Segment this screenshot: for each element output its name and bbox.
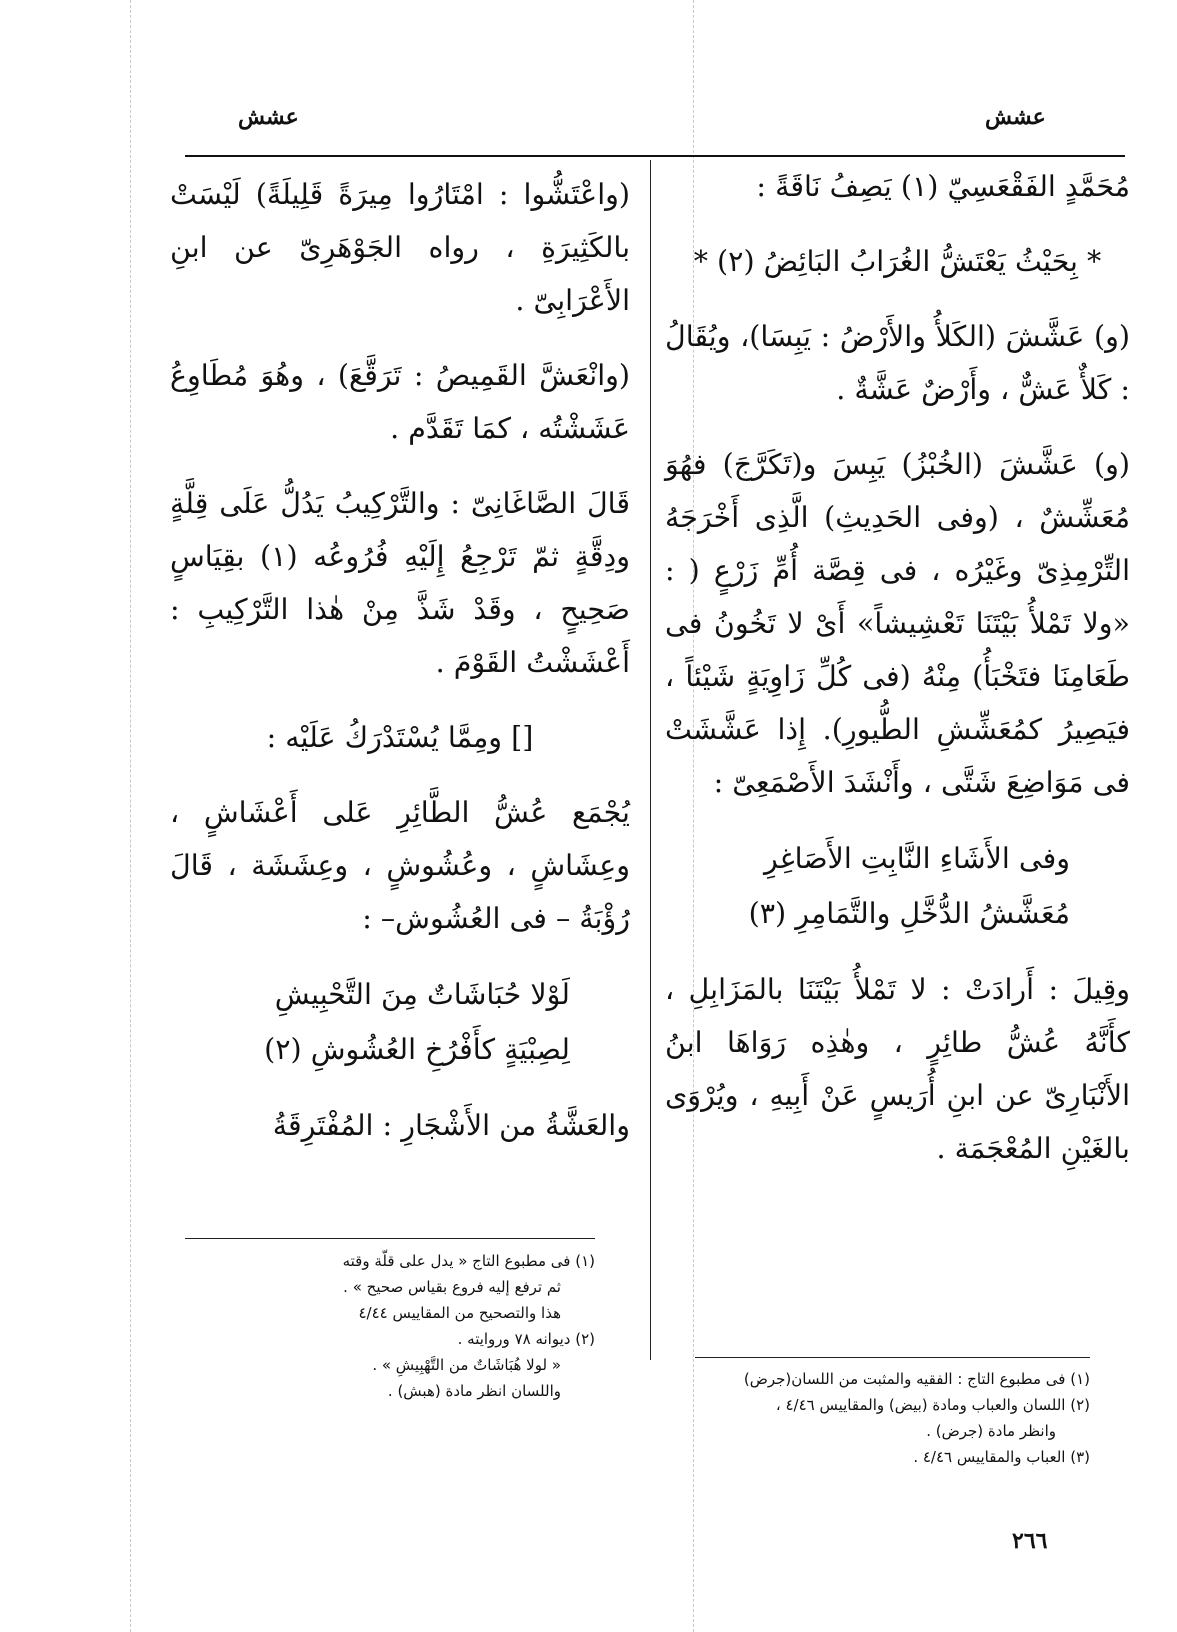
footnote: (٢) اللسان والعباب ومادة (بيض) والمقاييس ٤/٤٦ ، — [775, 1396, 1090, 1414]
footnote: (١) فى مطبوع التاج : الفقيه والمثبت من اللسان(جرض) — [743, 1370, 1090, 1388]
header-rule — [185, 155, 1125, 157]
header-right-word: عشش — [985, 104, 1046, 130]
footnote: (١) فى مطبوع التاج « يدل على قلّة وقته — [342, 1252, 595, 1270]
footnote-rule — [695, 1357, 1090, 1358]
footnote: (٢) ديوانه ٧٨ وروايته . — [457, 1330, 595, 1348]
paragraph: (و) عَشَّشَ (الكَلأُ والأَرْضُ : يَبِسَا)، ويُقَالُ : كَلأٌ عَشٌّ ، وأَرْضٌ عَشَّةٌ . — [665, 320, 1130, 406]
paragraph: قَالَ الصَّاغَانِىّ : والتَّرْكِيبُ يَدُلُّ عَلَى قِلَّةٍ ودِقَّةٍ ثمّ تَرْجِعُ إِلَيْهِ فُرُوعُه (١) بقِيَاسٍ صَحِيحٍ ، وقَدْ شَذَّ مِنْ هٰذا التَّرْكِيبِ : أَعْشَشْتُ القَوْمَ . — [170, 487, 630, 679]
verse-line: مُعَشَّشُ الدُّخَّلِ والتَّمَامِرِ (٣) — [748, 897, 1070, 930]
paragraph: وقِيلَ : أَرادَتْ : لا تَمْلأُ بَيْتَنَا بالمَزَابِلِ ، كأَنَّهُ عُشُّ طائِرٍ ، وهٰذِه رَوَاهَا ابنُ الأَنْبَارِىّ عن ابنِ أُرَيسٍ عَنْ أَبِيهِ ، ويُرْوَى بالغَيْنِ المُعْجَمَة . — [665, 973, 1130, 1165]
paragraph: (وانْعَشَّ القَمِيصُ : تَرَقَّعَ) ، وهُوَ مُطَاوِعُ عَشَشْتُه ، كمَا تَقَدَّم . — [170, 359, 630, 445]
footnote: وانظر مادة (جرض) . — [926, 1422, 1056, 1440]
column-divider — [650, 160, 651, 1360]
verse-line: وفى الأَشَاءِ النَّابِتِ الأَصَاغِرِ — [764, 842, 1070, 875]
verse-line: لَوْلا حُبَاشَاتٌ مِنَ التَّحْبِيشِ — [274, 978, 570, 1011]
paragraph: والعَشَّةُ من الأَشْجَارِ : المُفْتَرِقَةُ — [272, 1109, 630, 1142]
left-footnotes — [180, 1248, 595, 1404]
scan-guide-line — [130, 0, 131, 1632]
page-number: ٢٦٦ — [1012, 1528, 1048, 1554]
right-column — [665, 160, 1130, 1197]
header-left-word: عشش — [238, 104, 299, 130]
verse-line: * بِحَيْثُ يَعْتَشُّ الغُرَابُ البَائِضُ (٢) * — [693, 245, 1102, 278]
footnote-rule — [185, 1238, 595, 1239]
paragraph: مُحَمَّدٍ الفَقْعَسِيّ (١) يَصِفُ نَاقَةً : — [756, 170, 1130, 203]
right-footnotes — [680, 1366, 1090, 1470]
footnote: هذا والتصحيح من المقاييس ٤/٤٤ — [358, 1304, 561, 1322]
left-column — [170, 168, 630, 1174]
verse — [170, 967, 630, 1077]
paragraph: (و) عَشَّشَ (الخُبْزُ) يَبِسَ و(تَكَرَّجَ) فهُوَ مُعَشِّشٌ ، (وفى الحَدِيثِ) الَّذِى أَخْرَجَهُ التِّرْمِذِىّ وغَيْرُه ، فى قِصَّة أُمِّ زَرْعٍ ( : «ولا تَمْلأُ بَيْتَنَا تَعْشِيشاً» أَىْ لا تَخُونُ فى طَعَامِنَا فتَخْبَأُ) مِنْهُ (فى كُلِّ زَاوِيَةٍ شَيْئاً ، فيَصِيرُ كمُعَشِّشِ الطُّيورِ). إِذا عَشَّشَتْ فى مَوَاضِعَ شَتَّى ، وأَنْشَدَ الأَصْمَعِىّ : — [665, 448, 1130, 799]
verse-line: لِصِبْيَةٍ كأَفْرُخِ العُشُوشِ (٢) — [264, 1033, 570, 1066]
footnote: « لولا هُبَاشَاتٌ من التَّهْبِيشِ » . — [372, 1356, 561, 1374]
footnote: (٣) العباب والمقاييس ٤/٤٦ . — [913, 1448, 1090, 1466]
istidrak-heading: [] ومِمَّا يُسْتَدْرَكُ عَلَيْه : — [266, 721, 534, 754]
footnote: ثم ترفع إليه فروع بقياس صحيح » . — [343, 1278, 561, 1296]
paragraph: يُجْمَع عُشُّ الطَّائِرِ عَلى أَعْشَاشٍ ، وعِشَاشٍ ، وعُشُوشٍ ، وعِشَشَة ، قَالَ رُؤْبَةُ – فى العُشُوش– : — [170, 796, 630, 935]
footnote: واللسان انظر مادة (هبش) . — [387, 1382, 561, 1400]
paragraph: (واعْتَشُّوا : امْتَارُوا مِيرَةً قَلِيلَةً) لَيْسَتْ بالكَثِيرَةِ ، رواه الجَوْهَرِىّ عن ابنِ الأَعْرَابِىّ . — [170, 178, 630, 317]
verse — [665, 831, 1130, 941]
